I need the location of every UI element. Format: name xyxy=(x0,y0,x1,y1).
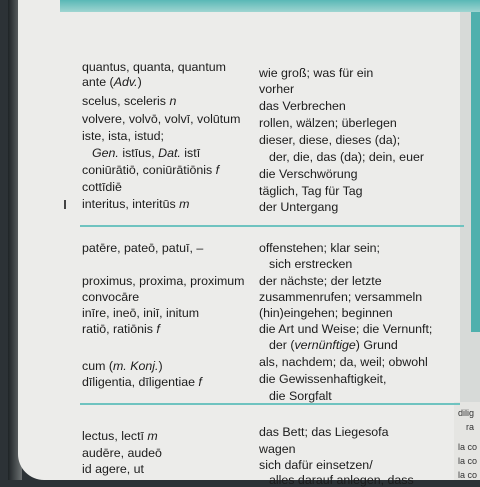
german-meaning: wagen xyxy=(259,442,296,456)
german-meaning: sich erstrecken xyxy=(269,257,353,271)
latin-term: audēre, audeō xyxy=(82,446,162,460)
german-meaning: zusammenrufen; versammeln xyxy=(259,290,423,304)
latin-term: dīligentia, dīligentiae f xyxy=(82,375,202,389)
latin-term: proximus, proxima, proximum xyxy=(82,274,245,288)
german-meaning: der, die, das (da); dein, euer xyxy=(269,150,424,164)
german-meaning: offenstehen; klar sein; xyxy=(259,241,381,255)
latin-term: iste, ista, istud; xyxy=(82,129,164,143)
german-meaning: sich dafür einsetzen/ xyxy=(259,458,373,472)
right-page-color-strip xyxy=(471,12,480,332)
german-meaning: das Bett; das Liegesofa xyxy=(259,425,389,439)
latin-term: patēre, pateō, patuī, – xyxy=(82,241,204,255)
german-meaning: die Art und Weise; die Vernunft; xyxy=(259,322,433,336)
latin-term: quantus, quanta, quantum xyxy=(82,60,226,74)
german-meaning: die Sorgfalt xyxy=(269,389,332,403)
right-fragment-text: la co xyxy=(458,456,478,466)
german-meaning: der Untergang xyxy=(259,200,339,214)
latin-term: inīre, ineō, iniī, initum xyxy=(82,306,200,320)
latin-term: coniūrātiō, coniūrātiōnis f xyxy=(82,163,220,177)
german-meaning: als, nachdem; da, weil; obwohl xyxy=(259,355,428,369)
german-meaning: der (vernünftige) Grund xyxy=(269,338,398,352)
right-fragment-text: ra xyxy=(466,422,475,432)
german-meaning: die Verschwörung xyxy=(259,167,358,181)
german-meaning: das Verbrechen xyxy=(259,99,346,113)
latin-term: volvere, volvō, volvī, volūtum xyxy=(82,112,241,126)
latin-term: scelus, sceleris n xyxy=(82,94,177,108)
latin-term: convocāre xyxy=(82,290,140,304)
latin-term: id agere, ut xyxy=(82,462,144,476)
german-meaning: (hin)eingehen; beginnen xyxy=(259,306,393,320)
german-meaning: die Gewissenhaftigkeit, xyxy=(259,372,387,386)
german-meaning: alles darauf anlegen, dass xyxy=(269,473,414,487)
latin-term: ratiō, ratiōnis f xyxy=(82,322,160,336)
latin-term-forms: Gen. istīus, Dat. istī xyxy=(92,146,201,160)
german-meaning: dieser, diese, dieses (da); xyxy=(259,133,401,147)
section-divider xyxy=(80,225,464,227)
german-meaning: der nächste; der letzte xyxy=(259,274,382,288)
right-fragment-text: dilig xyxy=(458,408,475,418)
margin-mark xyxy=(64,200,66,209)
latin-term: cottīdiē xyxy=(82,180,122,194)
latin-term: lectus, lectī m xyxy=(82,429,158,443)
german-meaning: rollen, wälzen; überlegen xyxy=(259,116,397,130)
right-page-fragment xyxy=(454,402,480,480)
latin-term: interitus, interitūs m xyxy=(82,197,190,211)
german-meaning: vorher xyxy=(259,82,295,96)
right-fragment-text: la co xyxy=(458,442,478,452)
section-divider xyxy=(80,403,460,405)
german-meaning: täglich, Tag für Tag xyxy=(259,184,363,198)
german-meaning: wie groß; was für ein xyxy=(259,66,374,80)
latin-term: cum (m. Konj.) xyxy=(82,359,163,373)
latin-term: ante (Adv.) xyxy=(82,75,142,89)
header-color-band xyxy=(60,0,480,12)
right-fragment-text: la co xyxy=(458,470,478,480)
